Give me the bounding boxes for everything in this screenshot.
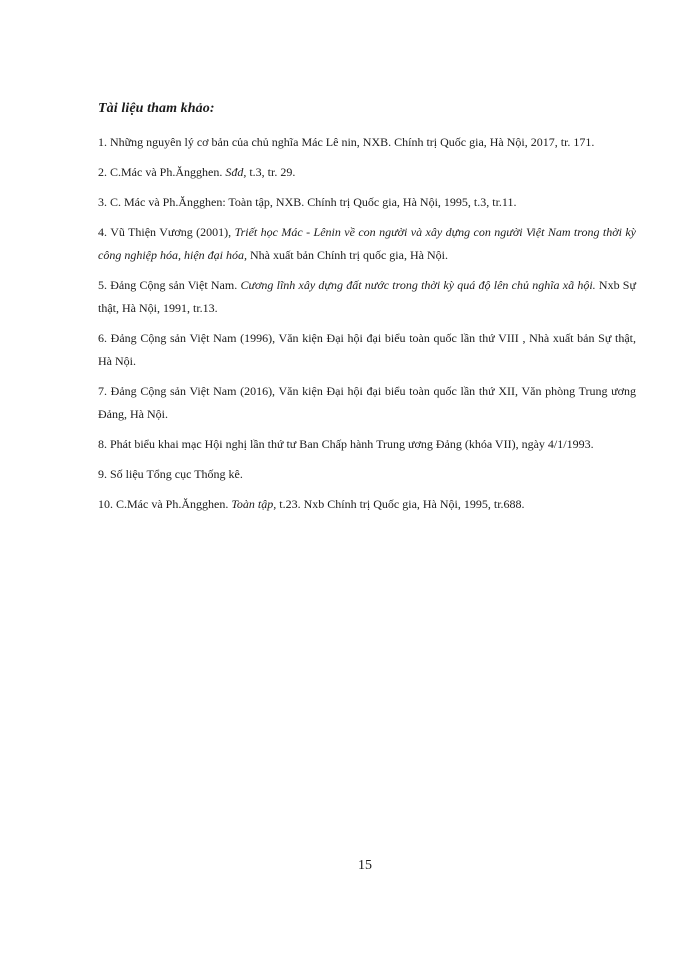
reference-text: 6. Đảng Cộng sản Việt Nam (1996), Văn kiện Đại hội đại biểu toàn quốc lần thứ VIII , Nhà xuất bản Sự thật, Hà Nội. [98, 331, 636, 368]
reference-item [98, 493, 636, 516]
reference-text: 5. Đảng Cộng sản Việt Nam. [98, 278, 241, 292]
reference-item [98, 161, 636, 184]
page-number: 15 [358, 858, 372, 873]
reference-title-text: Sđd, [225, 165, 247, 179]
reference-text: t.3, tr. 29. [246, 165, 296, 179]
reference-item [98, 131, 636, 154]
reference-title-text: Cương lĩnh xây dựng đất nước trong thời kỳ quá độ lên chủ nghĩa xã hội. [240, 278, 596, 292]
reference-text: 9. Số liệu Tổng cục Thống kê. [98, 467, 243, 481]
reference-text: 8. Phát biểu khai mạc Hội nghị lần thứ tư Ban Chấp hành Trung ương Đảng (khóa VII), ngày 4/1/1993. [98, 437, 594, 451]
reference-item [98, 221, 636, 267]
reference-item [98, 191, 636, 214]
reference-text: 7. Đảng Cộng sản Việt Nam (2016), Văn kiện Đại hội đại biểu toàn quốc lần thứ XII, Văn phòng Trung ương Đảng, Hà Nội. [98, 384, 636, 421]
reference-item [98, 380, 636, 426]
reference-title-text: Triết học Mác - Lênin về con người và xây dựng con người Việt Nam trong thời kỳ công nghiệp hóa, hiện đại hóa, [98, 225, 637, 262]
reference-text: Nxb Sự thật, Hà Nội, 1991, tr.13. [98, 278, 636, 315]
reference-text: 1. Những nguyên lý cơ bản của chủ nghĩa Mác Lê nin, NXB. Chính trị Quốc gia, Hà Nội, 2017, tr. 171. [98, 135, 595, 149]
reference-text: 4. Vũ Thiện Vương (2001), [98, 225, 235, 239]
reference-text: 10. C.Mác và Ph.Ăngghen. [98, 497, 232, 511]
reference-text: Nhà xuất bản Chính trị quốc gia, Hà Nội. [246, 248, 448, 262]
reference-text: 2. C.Mác và Ph.Ăngghen. [98, 165, 226, 179]
reference-text: t.23. Nxb Chính trị Quốc gia, Hà Nội, 1995, tr.688. [276, 497, 525, 511]
references-heading: Tài liệu tham khảo: [98, 101, 215, 116]
reference-list [98, 131, 636, 523]
reference-item [98, 433, 636, 456]
reference-text: 3. C. Mác và Ph.Ăngghen: Toàn tập, NXB. Chính trị Quốc gia, Hà Nội, 1995, t.3, tr.11. [98, 195, 517, 209]
reference-item [98, 274, 636, 320]
reference-item [98, 463, 636, 486]
reference-item [98, 327, 636, 373]
reference-title-text: Toàn tập, [231, 497, 277, 511]
